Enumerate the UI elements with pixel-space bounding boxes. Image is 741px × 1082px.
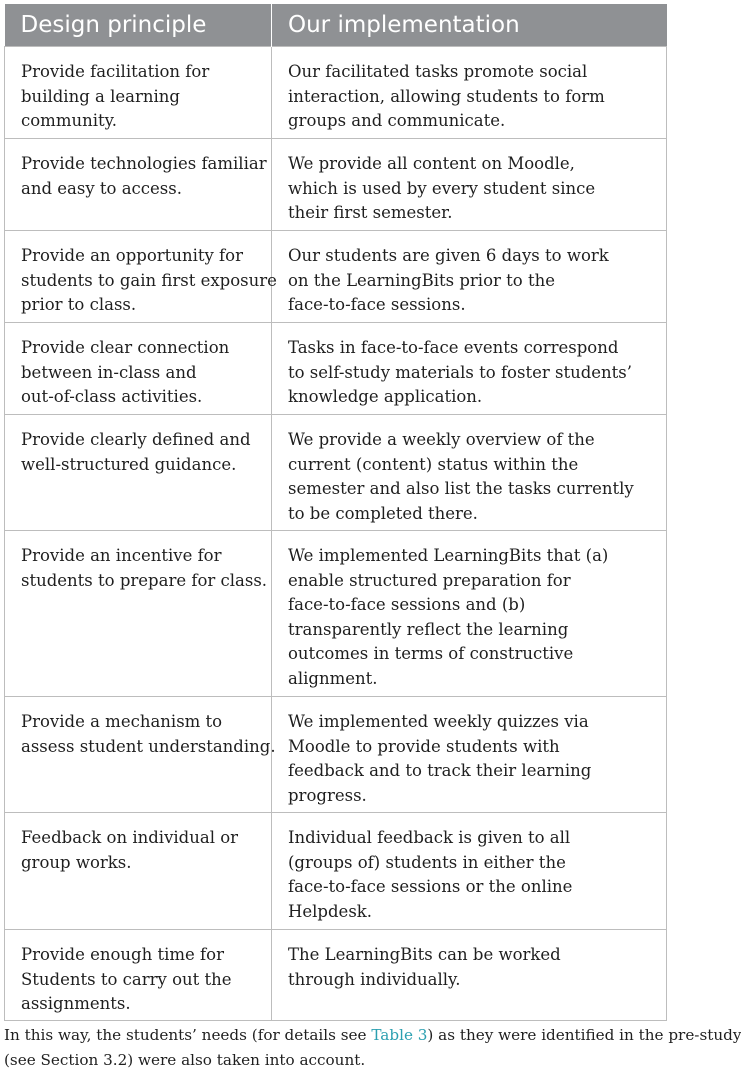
cell-line: Tasks in face-to-face events correspond <box>288 338 619 357</box>
cell-line: students to gain first exposure <box>21 270 277 290</box>
principle-cell <box>5 930 272 1021</box>
cell-line: building a learning <box>21 86 180 106</box>
cell-line: groups and communicate. <box>288 111 506 131</box>
cell-line: Provide an opportunity for <box>21 246 243 265</box>
implementation-cell <box>272 323 667 415</box>
cell-line: We implemented LearningBits that (a) <box>288 546 609 565</box>
principle-cell <box>5 813 272 930</box>
table-row <box>5 697 667 813</box>
cell-line: alignment. <box>288 668 378 688</box>
table-row <box>5 930 667 1021</box>
table-row <box>5 531 667 697</box>
principle-cell <box>5 47 272 139</box>
principle-cell <box>5 531 272 697</box>
cell-line: Provide clear connection <box>21 338 230 357</box>
implementation-cell <box>272 697 667 813</box>
header-our-implementation: Our implementation <box>272 4 667 47</box>
cell-line: semester and also list the tasks currently <box>288 479 634 499</box>
principle-cell <box>5 323 272 415</box>
implementation-cell <box>272 47 667 139</box>
table-row <box>5 47 667 139</box>
cell-line: their first semester. <box>288 203 453 223</box>
caption-text-start: In this way, the students’ needs (for details see <box>4 1026 372 1044</box>
cell-line: outcomes in terms of constructive <box>288 644 574 664</box>
caption-line-2: (see Section 3.2) were also taken into account. <box>4 1051 366 1069</box>
table-row <box>5 139 667 231</box>
cell-line: assess student understanding. <box>21 736 276 756</box>
caption-text-end: ) as they were identified in the pre-study <box>427 1026 741 1044</box>
cell-line: Our facilitated tasks promote social <box>288 62 588 81</box>
design-principles-table <box>4 4 667 1021</box>
cell-line: interaction, allowing students to form <box>288 86 605 106</box>
cell-line: which is used by every student since <box>288 178 596 198</box>
cell-line: progress. <box>288 785 367 805</box>
cell-line: Provide enough time for <box>21 945 224 964</box>
table-row <box>5 415 667 531</box>
cell-line: prior to class. <box>21 295 137 315</box>
cell-line: Moodle to provide students with <box>288 736 560 756</box>
cell-line: students to prepare for class. <box>21 570 268 590</box>
table-3-link[interactable]: Table 3 <box>371 1026 428 1044</box>
cell-line: on the LearningBits prior to the <box>288 270 555 290</box>
table-row <box>5 813 667 930</box>
cell-line: (groups of) students in either the <box>288 852 566 872</box>
principle-cell <box>5 697 276 813</box>
header-design-principle: Design principle <box>5 4 272 47</box>
cell-line: Helpdesk. <box>288 901 373 921</box>
cell-line: Students to carry out the <box>21 969 232 989</box>
cell-line: We implemented weekly quizzes via <box>288 712 589 731</box>
cell-line: well-structured guidance. <box>21 454 237 474</box>
cell-line: Individual feedback is given to all <box>288 828 571 847</box>
cell-line: assignments. <box>21 994 131 1014</box>
cell-line: Provide clearly defined and <box>21 430 251 449</box>
cell-line: to be completed there. <box>288 503 478 523</box>
cell-line: between in-class and <box>21 362 197 382</box>
cell-line: Provide technologies familiar <box>21 154 267 173</box>
caption-paragraph <box>4 1023 741 1073</box>
implementation-cell <box>272 415 667 531</box>
cell-line: face-to-face sessions and (b) <box>288 595 526 615</box>
cell-line: and easy to access. <box>21 178 182 198</box>
implementation-cell <box>272 930 667 1021</box>
cell-line: out-of-class activities. <box>21 387 203 407</box>
cell-line: group works. <box>21 852 132 872</box>
cell-line: face-to-face sessions. <box>288 295 466 315</box>
cell-line: current (content) status within the <box>288 454 579 474</box>
cell-line: knowledge application. <box>288 387 483 407</box>
table-row <box>5 231 667 323</box>
table-header-row <box>5 4 667 47</box>
implementation-cell <box>272 813 667 930</box>
cell-line: to self-study materials to foster students’ <box>288 362 633 382</box>
implementation-cell <box>272 139 667 231</box>
implementation-cell <box>272 531 667 697</box>
cell-line: face-to-face sessions or the online <box>288 877 573 897</box>
cell-line: enable structured preparation for <box>288 570 571 590</box>
cell-line: Provide a mechanism to <box>21 712 223 731</box>
implementation-cell <box>272 231 667 323</box>
cell-line: Feedback on individual or <box>21 828 239 847</box>
table-row <box>5 323 667 415</box>
cell-line: We provide all content on Moodle, <box>288 154 575 173</box>
cell-line: Our students are given 6 days to work <box>288 246 609 265</box>
cell-line: Provide facilitation for <box>21 62 210 81</box>
cell-line: The LearningBits can be worked <box>288 945 561 964</box>
cell-line: feedback and to track their learning <box>288 761 592 781</box>
design-principles-table-container <box>4 4 666 1021</box>
caption-line-1 <box>4 1023 741 1048</box>
cell-line: community. <box>21 111 118 131</box>
principle-cell <box>5 139 272 231</box>
principle-cell <box>5 231 277 323</box>
cell-line: through individually. <box>288 969 461 989</box>
cell-line: We provide a weekly overview of the <box>288 430 595 449</box>
cell-line: Provide an incentive for <box>21 546 222 565</box>
cell-line: transparently reflect the learning <box>288 619 569 639</box>
principle-cell <box>5 415 272 531</box>
